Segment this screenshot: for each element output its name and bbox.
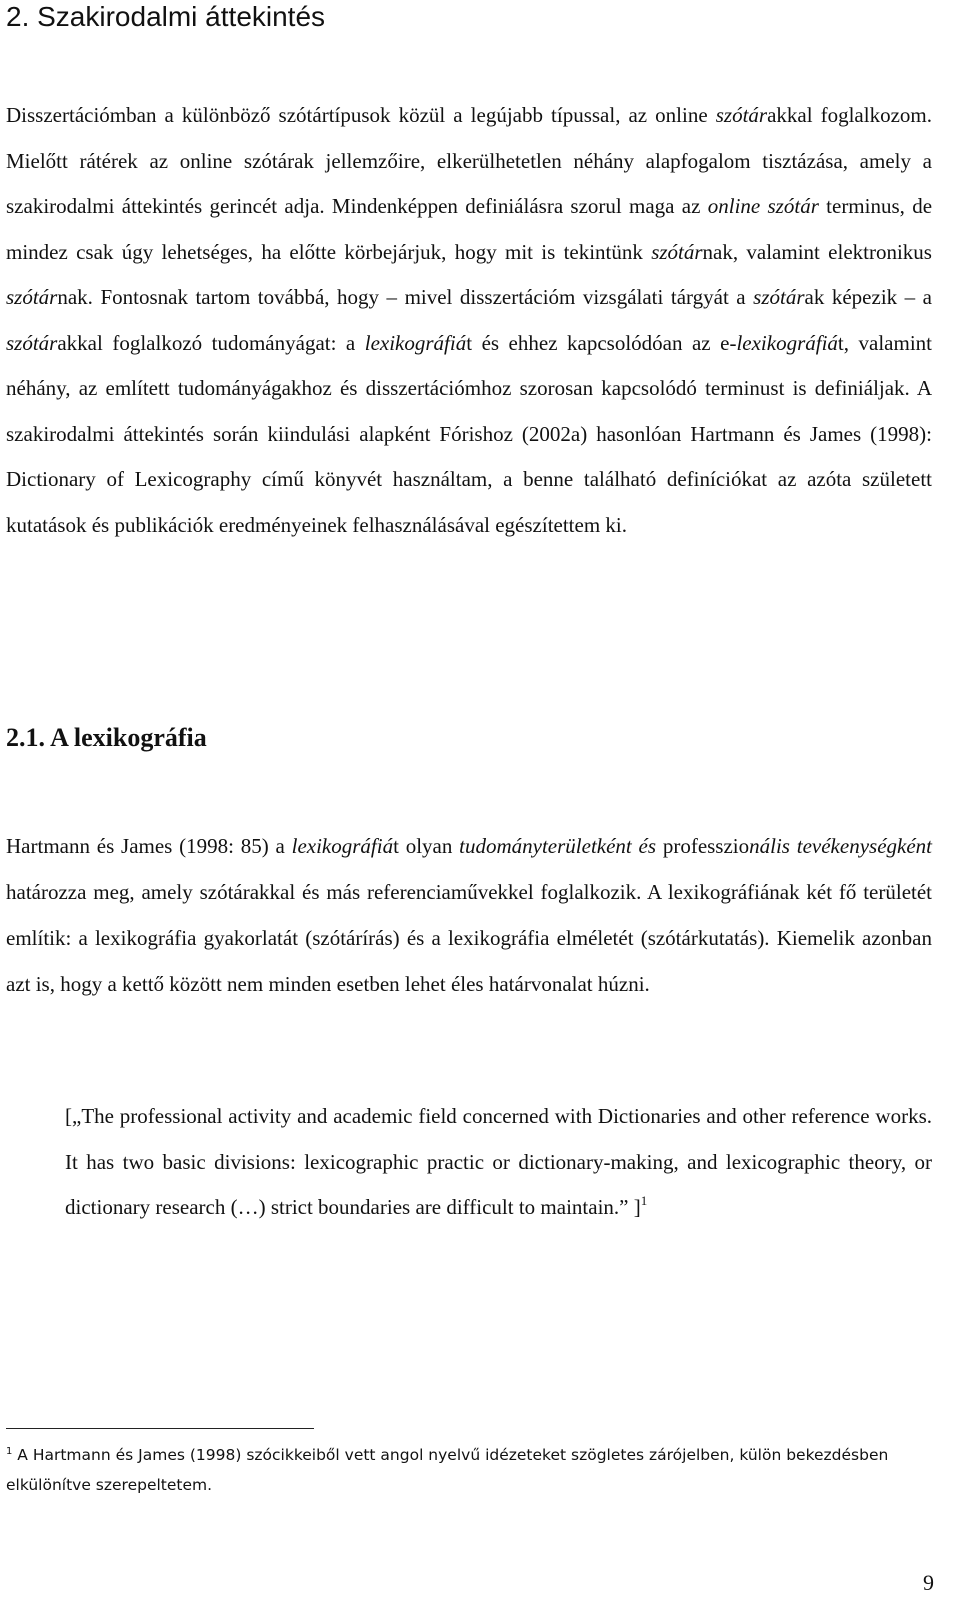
text-run: ak képezik – a <box>804 285 932 309</box>
text-run: Disszertációmban a különböző szótártípusok közül a legújabb típussal, az online <box>6 103 716 127</box>
italic-term: lexikográfiá <box>364 330 467 355</box>
footnote <box>6 1440 906 1500</box>
italic-term: nális tevékenységként <box>749 834 932 858</box>
italic-term: szótár <box>6 330 58 355</box>
text-run: t és ehhez kapcsolódóan az e- <box>466 330 737 355</box>
footnote-separator <box>6 1428 314 1429</box>
chapter-title: 2. Szakirodalmi áttekintés <box>6 1 326 32</box>
text-run: Hartmann és James (1998: 85) a <box>6 834 292 858</box>
italic-term: online szótár <box>707 194 819 218</box>
quote-text: [„The professional activity and academic field concerned with Dictionaries and other reference works. It has two basic divisions: lexicographic practic or dictionary-making, and lexicographic theory, or dictionary research (…) strict boundaries are difficult to maintain.” ] <box>65 1104 932 1219</box>
text-run: t, valamint néhány, az említett tudományágakhoz és disszertációmhoz szorosan kapcsolódó terminust is definiáljak. A szakirodalmi áttekintés során kiindulási alapként Fórishoz (2002a) hasonlóan Hartmann és James (1998): Dictionary of Lexicography című könyvét használtam, a benne található definíciókat az azóta született kutatások és publikációk eredményeinek felhasználásával egészítettem ki. <box>6 330 932 537</box>
section-title: 2.1. A lexikográfia <box>6 723 207 752</box>
italic-term: lexikográfiá <box>291 834 394 858</box>
english-quote <box>65 1094 932 1231</box>
page-number: 9 <box>923 1570 934 1595</box>
lexicography-paragraph <box>6 823 932 1007</box>
italic-term: szótár <box>753 285 805 309</box>
footnote-marker: 1 <box>6 1446 13 1457</box>
text-run: nak. Fontosnak tartom továbbá, hogy – mivel disszertációm vizsgálati tárgyát a <box>57 285 754 309</box>
italic-term: tudományterületként és <box>459 834 657 858</box>
footnote-text: A Hartmann és James (1998) szócikkeiből vett angol nyelvű idézeteket szögletes zárójelben, külön bekezdésben elkülönítve szerepeltetem. <box>6 1446 889 1494</box>
italic-term: szótár <box>715 103 768 127</box>
italic-term: szótár <box>651 239 703 264</box>
italic-term: szótár <box>6 285 58 309</box>
footnote-reference[interactable]: 1 <box>640 1193 648 1208</box>
text-run: t olyan <box>393 834 460 858</box>
text-run: akkal foglalkozom. Mielőtt rátérek az online szótárak jellemzőire, elkerülhetetlen néhány alapfogalom tisztázása, amely a szakirodalmi áttekintés gerincét adja. Mindenképpen definiálásra szorul maga az <box>6 103 932 218</box>
text-run: akkal foglalkozó tudományágat: a <box>57 330 365 355</box>
text-run: terminus, de mindez csak úgy lehetséges, ha előtte körbejárjuk, hogy mit is tekintünk <box>6 194 933 264</box>
intro-paragraph <box>6 93 932 548</box>
italic-term: lexikográfiá <box>736 330 838 355</box>
text-run: professzio <box>656 834 750 858</box>
text-run: nak, valamint elektronikus <box>702 239 932 264</box>
text-run: határozza meg, amely szótárakkal és más referenciaművekkel foglalkozik. A lexikográfiának két fő területét említik: a lexikográfia gyakorlatát (szótárírás) és a lexikográfia elméletét (szótárkutatás). Kiemelik azonban azt is, hogy a kettő között nem minden esetben lehet éles határvonalat húzni. <box>6 880 932 996</box>
